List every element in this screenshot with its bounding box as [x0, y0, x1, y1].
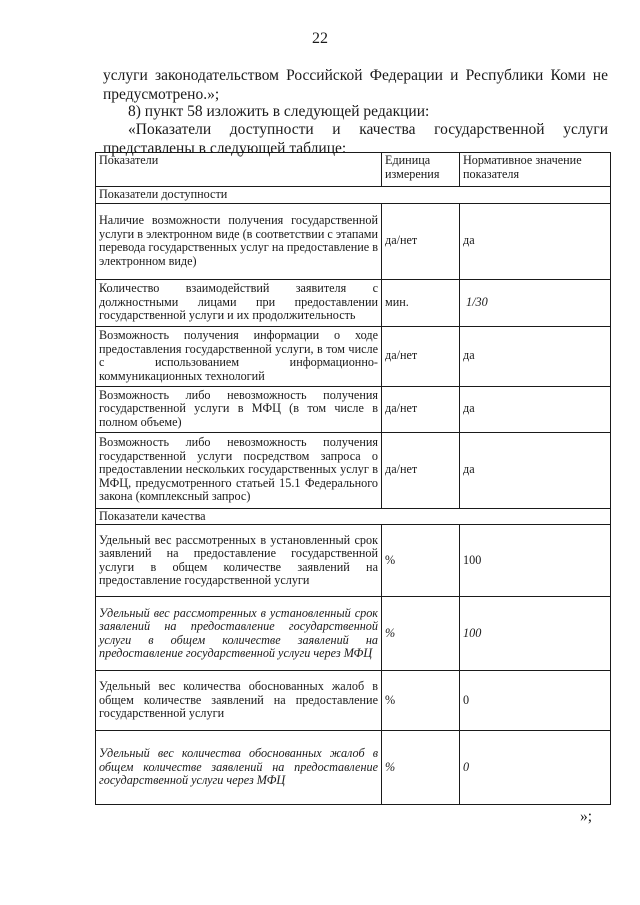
intro-line-2: представлены в следующей таблице:: [103, 140, 347, 157]
row-value: 0: [460, 731, 611, 805]
section-availability: Показатели доступности: [96, 187, 611, 204]
table-row: [96, 597, 611, 671]
row-value: 100: [460, 597, 611, 671]
page-number: 22: [312, 30, 328, 47]
row-indicator: Удельный вес рассмотренных в установленный срок заявлений на предоставление государственной услуги в общем количестве заявлений на предоставление государственной услуги: [96, 525, 382, 597]
row-value: 100: [460, 525, 611, 597]
row-value: да: [460, 432, 611, 508]
indicators-table: [95, 152, 611, 805]
row-unit: %: [382, 731, 460, 805]
row-indicator: Наличие возможности получения государственной услуги в электронном виде (в соответствии с этапами перевода государственных услуг на предоставление в электронном виде): [96, 203, 382, 279]
row-value: 1/30: [460, 279, 611, 326]
row-unit: мин.: [382, 279, 460, 326]
row-indicator: Возможность либо невозможность получения государственной услуги посредством запроса о предоставлении нескольких государственных услуг в МФЦ, предусмотренного статьей 15.1 Федерального закона (комплексный запрос): [96, 432, 382, 508]
row-unit: да/нет: [382, 203, 460, 279]
table-row: [96, 671, 611, 731]
table-row: [96, 203, 611, 279]
row-unit: да/нет: [382, 326, 460, 386]
table-row: [96, 525, 611, 597]
row-indicator: Количество взаимодействий заявителя с должностными лицами при предоставлении государственной услуги и их продолжительность: [96, 279, 382, 326]
row-value: да: [460, 203, 611, 279]
row-unit: %: [382, 597, 460, 671]
row-indicator: Удельный вес количества обоснованных жалоб в общем количестве заявлений на предоставление государственной услуги: [96, 671, 382, 731]
table-row: [96, 731, 611, 805]
row-value: да: [460, 326, 611, 386]
section-row-quality: [96, 508, 611, 525]
row-indicator: Возможность получения информации о ходе предоставления государственной услуги, в том числе с использованием информационно-коммуникационных технологий: [96, 326, 382, 386]
header-normative: Нормативное значение показателя: [460, 153, 611, 187]
row-indicator: Удельный вес рассмотренных в установленный срок заявлений на предоставление государственной услуги в общем количестве заявлений на предоставление государственной услуги через МФЦ: [96, 597, 382, 671]
row-value: 0: [460, 671, 611, 731]
row-unit: да/нет: [382, 432, 460, 508]
paragraph-continuation: услуги законодательством Российской Федерации и Республики Коми не предусмотрено.»;: [103, 67, 608, 103]
row-value: да: [460, 386, 611, 432]
paragraph-item-8: 8) пункт 58 изложить в следующей редакции:: [128, 103, 430, 120]
section-quality: Показатели качества: [96, 508, 611, 525]
header-indicator: Показатели: [96, 153, 382, 187]
table-row: [96, 386, 611, 432]
table-row: [96, 326, 611, 386]
table-row: [96, 279, 611, 326]
table-header-row: [96, 153, 611, 187]
intro-line-1: «Показатели доступности и качества государственной услуги: [128, 121, 608, 138]
row-unit: да/нет: [382, 386, 460, 432]
header-unit: Единица измерения: [382, 153, 460, 187]
table-row: [96, 432, 611, 508]
row-indicator: Возможность либо невозможность получения государственной услуги в МФЦ (в том числе в полном объеме): [96, 386, 382, 432]
section-row-availability: [96, 187, 611, 204]
row-unit: %: [382, 671, 460, 731]
row-unit: %: [382, 525, 460, 597]
closing-quote: »;: [580, 808, 593, 825]
row-indicator: Удельный вес количества обоснованных жалоб в общем количестве заявлений на предоставление государственной услуги через МФЦ: [96, 731, 382, 805]
